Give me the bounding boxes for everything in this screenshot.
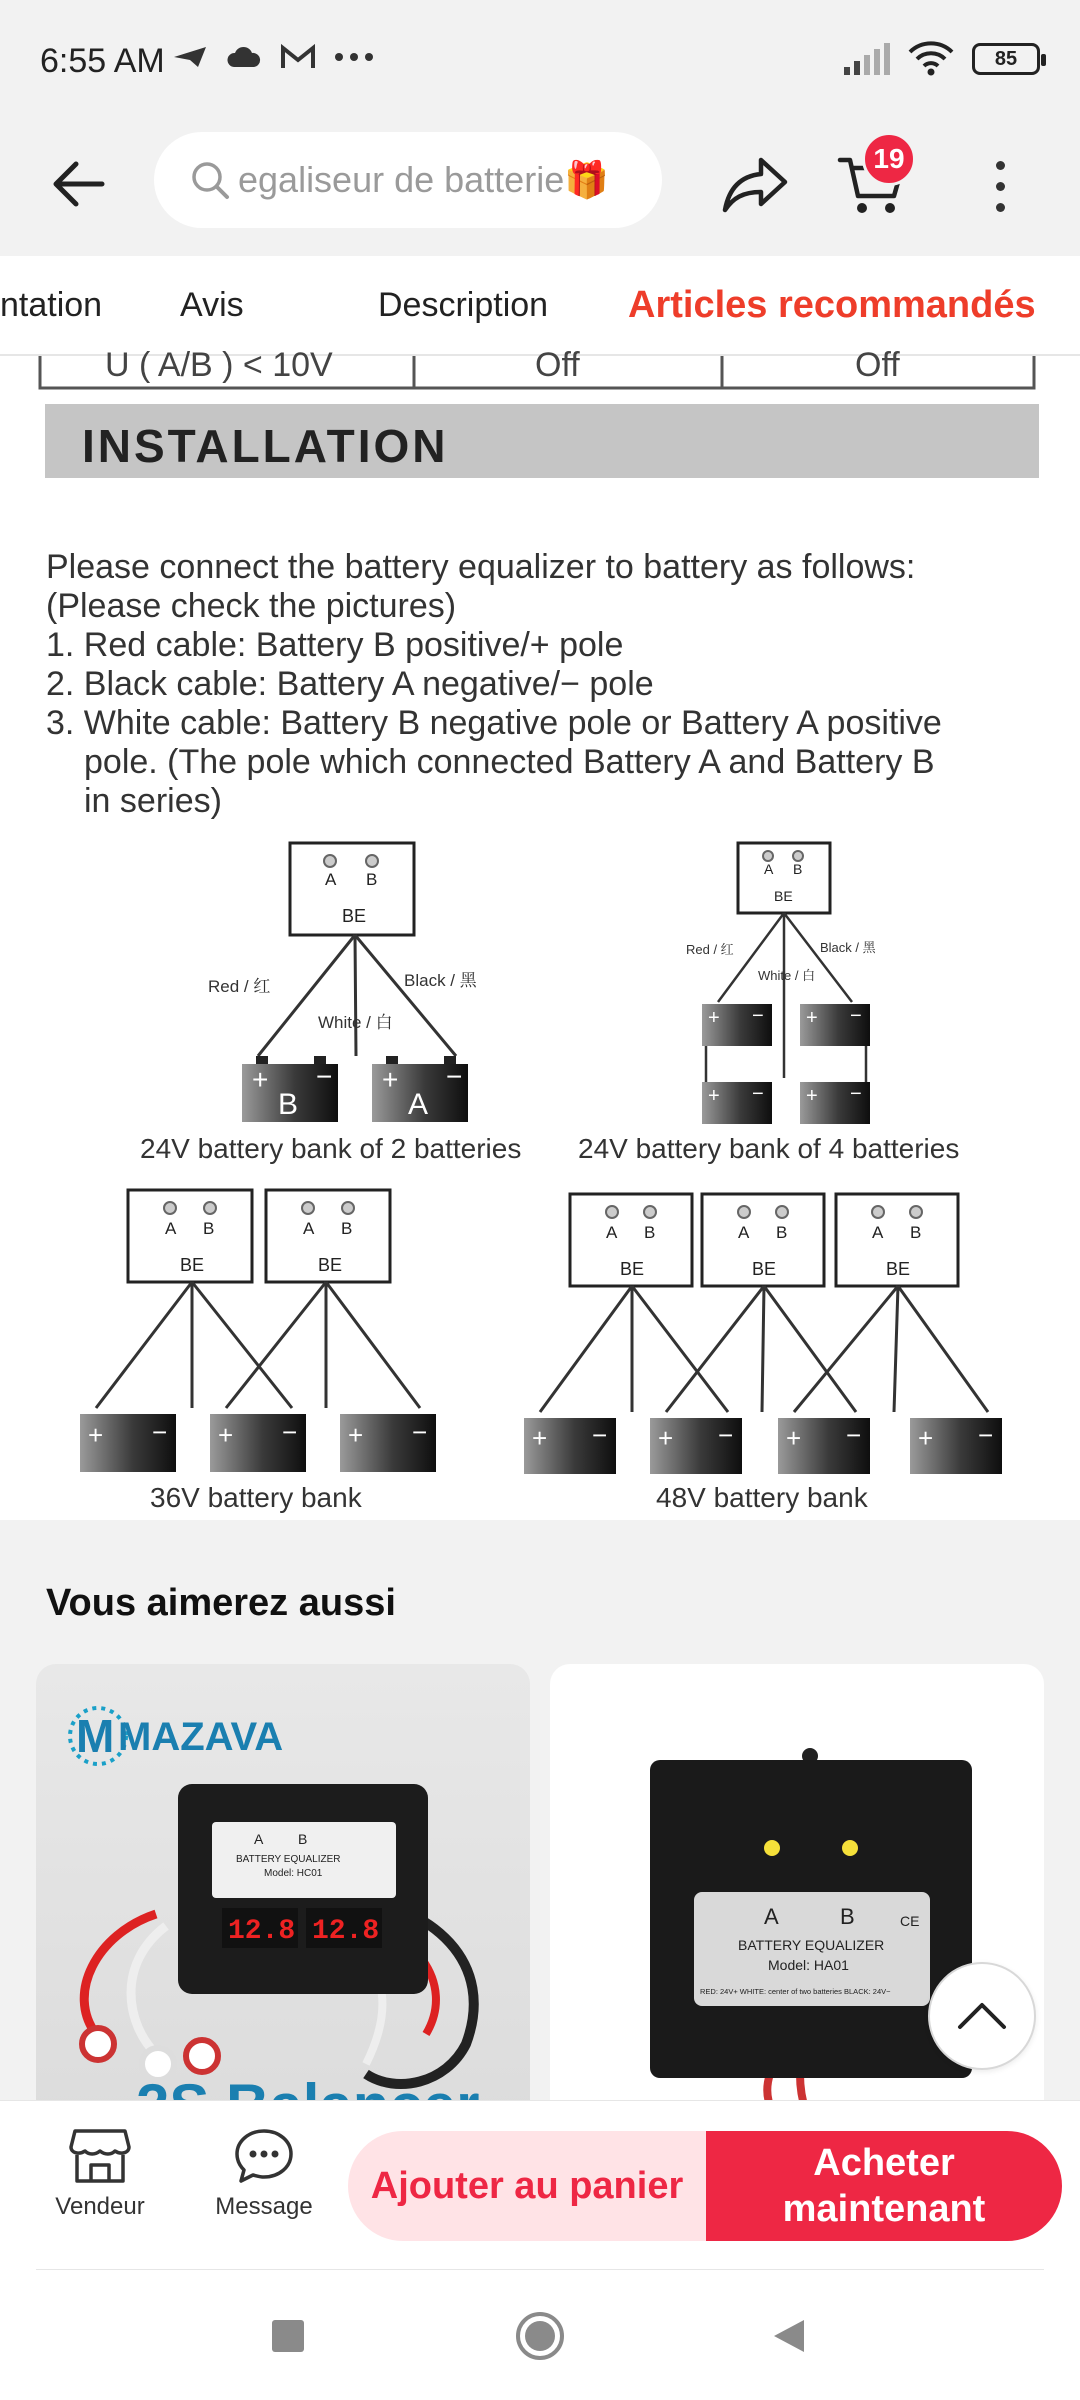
search-input[interactable]: [154, 132, 662, 228]
status-notification-icons: [172, 44, 374, 70]
svg-text:−: −: [752, 1005, 764, 1027]
terminal-label-a: A: [325, 870, 337, 889]
terminal-label-b: B: [366, 870, 378, 889]
svg-text:−: −: [978, 1420, 994, 1450]
home-button[interactable]: [510, 2306, 570, 2366]
instruction-line-6: pole. (The pole which connected Battery A and Battery B: [84, 743, 935, 781]
svg-text:+: +: [806, 1007, 818, 1029]
gmail-icon: [280, 44, 316, 70]
instruction-line-7: in series): [84, 782, 222, 820]
svg-text:−: −: [846, 1420, 862, 1450]
signal-icon: [842, 43, 890, 75]
home-circle-icon: [514, 2310, 566, 2362]
diagram-24v-2-batteries: [140, 843, 521, 1164]
wire-label-red: Red / 红: [208, 977, 271, 996]
square-icon: [270, 2318, 306, 2354]
recommendations-section: [0, 1520, 1080, 2100]
svg-text:−: −: [752, 1083, 764, 1105]
terminal-label-a: A: [764, 861, 774, 877]
product-image-hc01: [36, 1664, 530, 2124]
cloud-icon: [226, 45, 262, 69]
svg-text:+: +: [348, 1420, 364, 1450]
tab-recommended[interactable]: Articles recommandés: [628, 284, 1036, 326]
wifi-icon: [908, 42, 954, 76]
svg-text:+: +: [786, 1423, 802, 1453]
message-label: Message: [215, 2193, 313, 2220]
description-image: [0, 346, 1080, 1520]
battery-label-b: B: [278, 1088, 299, 1121]
bottom-action-bar: [0, 2100, 1080, 2270]
telegram-icon: [172, 45, 208, 69]
tab-description[interactable]: Description: [378, 286, 549, 324]
terminal-label-b: B: [840, 1904, 855, 1929]
message-button[interactable]: [184, 2127, 344, 2247]
terminal-label-b: B: [644, 1223, 656, 1242]
svg-text:+: +: [252, 1064, 269, 1095]
seller-button[interactable]: [20, 2127, 180, 2247]
display-value-2: 12.8: [312, 1916, 380, 1947]
tab-presentation[interactable]: ntation: [0, 286, 103, 324]
store-icon: [69, 2127, 131, 2185]
device-label: BE: [318, 1255, 343, 1275]
svg-text:+: +: [382, 1064, 399, 1095]
status-system-icons: [842, 42, 1040, 76]
caption-24v-4: 24V battery bank of 4 batteries: [578, 1133, 960, 1164]
more-vertical-icon: [996, 161, 1005, 170]
more-vertical-dot: [996, 182, 1005, 191]
search-icon: [190, 160, 230, 200]
wire-label-white: White / 白: [318, 1013, 393, 1032]
share-button[interactable]: [718, 146, 794, 222]
svg-text:+: +: [88, 1420, 104, 1450]
caption-24v-2: 24V battery bank of 2 batteries: [140, 1133, 522, 1164]
share-icon: [721, 154, 791, 214]
svg-text:−: −: [412, 1417, 428, 1447]
device-label: BE: [180, 1255, 205, 1275]
installation-instructions: [46, 548, 942, 820]
chat-bubble-icon: [233, 2127, 295, 2185]
svg-text:+: +: [532, 1423, 548, 1453]
battery-icon: [972, 43, 1040, 75]
svg-text:−: −: [152, 1417, 168, 1447]
status-bar: [0, 0, 1080, 120]
seller-label: Vendeur: [55, 2193, 145, 2220]
terminal-label-b: B: [793, 861, 803, 877]
buy-now-button[interactable]: Acheter maintenant: [706, 2131, 1062, 2241]
svg-text:+: +: [918, 1423, 934, 1453]
terminal-label-b: B: [203, 1219, 215, 1238]
diagram-24v-4-batteries: [578, 843, 959, 1164]
instruction-line-5: 3. White cable: Battery B negative pole or Battery A positive: [46, 704, 942, 742]
instruction-line-3: 1. Red cable: Battery B positive/+ pole: [46, 626, 624, 664]
terminal-label-a: A: [738, 1223, 750, 1242]
terminal-label-a: A: [303, 1219, 315, 1238]
instruction-line-2: (Please check the pictures): [46, 587, 457, 625]
product-model: Model: HA01: [768, 1957, 849, 1973]
product-label: BATTERY EQUALIZER: [236, 1854, 341, 1865]
diagram-48v: [524, 1194, 1002, 1513]
svg-text:+: +: [806, 1085, 818, 1107]
more-dots-icon: [334, 52, 374, 62]
battery-level: 85: [994, 47, 1018, 70]
more-options-button[interactable]: [976, 146, 1024, 226]
product-footer-text: RED: 24V+ WHITE: center of two batteries BLACK: 24V−: [700, 1987, 891, 1996]
svg-text:−: −: [282, 1417, 298, 1447]
recent-apps-button[interactable]: [258, 2306, 318, 2366]
svg-text:−: −: [316, 1061, 333, 1092]
svg-text:+: +: [708, 1085, 720, 1107]
scroll-to-top-button[interactable]: [928, 1962, 1036, 2070]
product-model: Model: HC01: [264, 1868, 323, 1879]
device-label: BE: [342, 906, 367, 926]
svg-text:+: +: [708, 1007, 720, 1029]
back-button[interactable]: [42, 148, 114, 220]
terminal-label-a: A: [606, 1223, 618, 1242]
chevron-up-icon: [956, 2001, 1008, 2031]
spec-table-fragment: [40, 346, 1034, 388]
product-label: BATTERY EQUALIZER: [738, 1937, 885, 1953]
mazava-logo-icon: [70, 1708, 283, 1764]
device-label: BE: [886, 1259, 911, 1279]
more-vertical-dot: [996, 203, 1005, 212]
wire-label-white: White / 白: [758, 968, 816, 983]
svg-text:+: +: [658, 1423, 674, 1453]
wire-label-red: Red / 红: [686, 942, 734, 957]
app-header: [0, 120, 1080, 256]
brand-name: MAZAVA: [118, 1715, 284, 1759]
installation-diagram: [0, 346, 1080, 1520]
svg-text:−: −: [446, 1061, 463, 1092]
svg-text:CE: CE: [900, 1913, 920, 1929]
svg-text:+: +: [218, 1420, 234, 1450]
cart-count-badge: 19: [862, 132, 916, 186]
system-navigation-bar: [0, 2270, 1080, 2400]
arrow-left-icon: [50, 160, 106, 208]
svg-text:A: A: [254, 1831, 264, 1847]
tab-reviews[interactable]: Avis: [180, 286, 244, 324]
table-cell-condition: U ( A/B ) < 10V: [105, 346, 333, 384]
svg-text:M: M: [76, 1710, 115, 1762]
device-label: BE: [774, 888, 793, 904]
instruction-line-4: 2. Black cable: Battery A negative/− pole: [46, 665, 654, 703]
instruction-line-1: Please connect the battery equalizer to battery as follows:: [46, 548, 916, 586]
svg-text:−: −: [850, 1083, 862, 1105]
installation-heading: INSTALLATION: [82, 420, 449, 472]
caption-48v: 48V battery bank: [656, 1482, 868, 1513]
terminal-label-b: B: [776, 1223, 788, 1242]
table-cell-value-2: Off: [855, 346, 900, 384]
display-value-1: 12.8: [228, 1916, 296, 1947]
recommendations-title: Vous aimerez aussi: [46, 1582, 396, 1624]
battery-label-a: A: [408, 1088, 429, 1121]
cart-button[interactable]: [836, 143, 916, 226]
wire-label-black: Black / 黑: [404, 971, 477, 990]
diagram-36v: [80, 1190, 436, 1513]
terminal-label-a: A: [872, 1223, 884, 1242]
caption-36v: 36V battery bank: [150, 1482, 362, 1513]
triangle-back-icon: [768, 2316, 808, 2356]
svg-text:−: −: [850, 1005, 862, 1027]
svg-text:−: −: [592, 1420, 608, 1450]
terminal-label-a: A: [764, 1904, 779, 1929]
terminal-label-b: B: [341, 1219, 353, 1238]
device-label: BE: [620, 1259, 645, 1279]
recommended-product-card[interactable]: [36, 1664, 530, 2124]
wire-label-black: Black / 黑: [820, 940, 876, 955]
search-text: egaliseur de batterie🎁: [238, 159, 610, 200]
svg-text:B: B: [298, 1831, 308, 1847]
product-tabs: [0, 256, 1080, 356]
terminal-label-b: B: [910, 1223, 922, 1242]
status-time: 6:55 AM: [40, 42, 165, 80]
svg-text:−: −: [718, 1420, 734, 1450]
add-to-cart-button[interactable]: Ajouter au panier: [348, 2131, 706, 2241]
terminal-label-a: A: [165, 1219, 177, 1238]
table-cell-value-1: Off: [535, 346, 580, 384]
device-label: BE: [752, 1259, 777, 1279]
system-back-button[interactable]: [758, 2306, 818, 2366]
